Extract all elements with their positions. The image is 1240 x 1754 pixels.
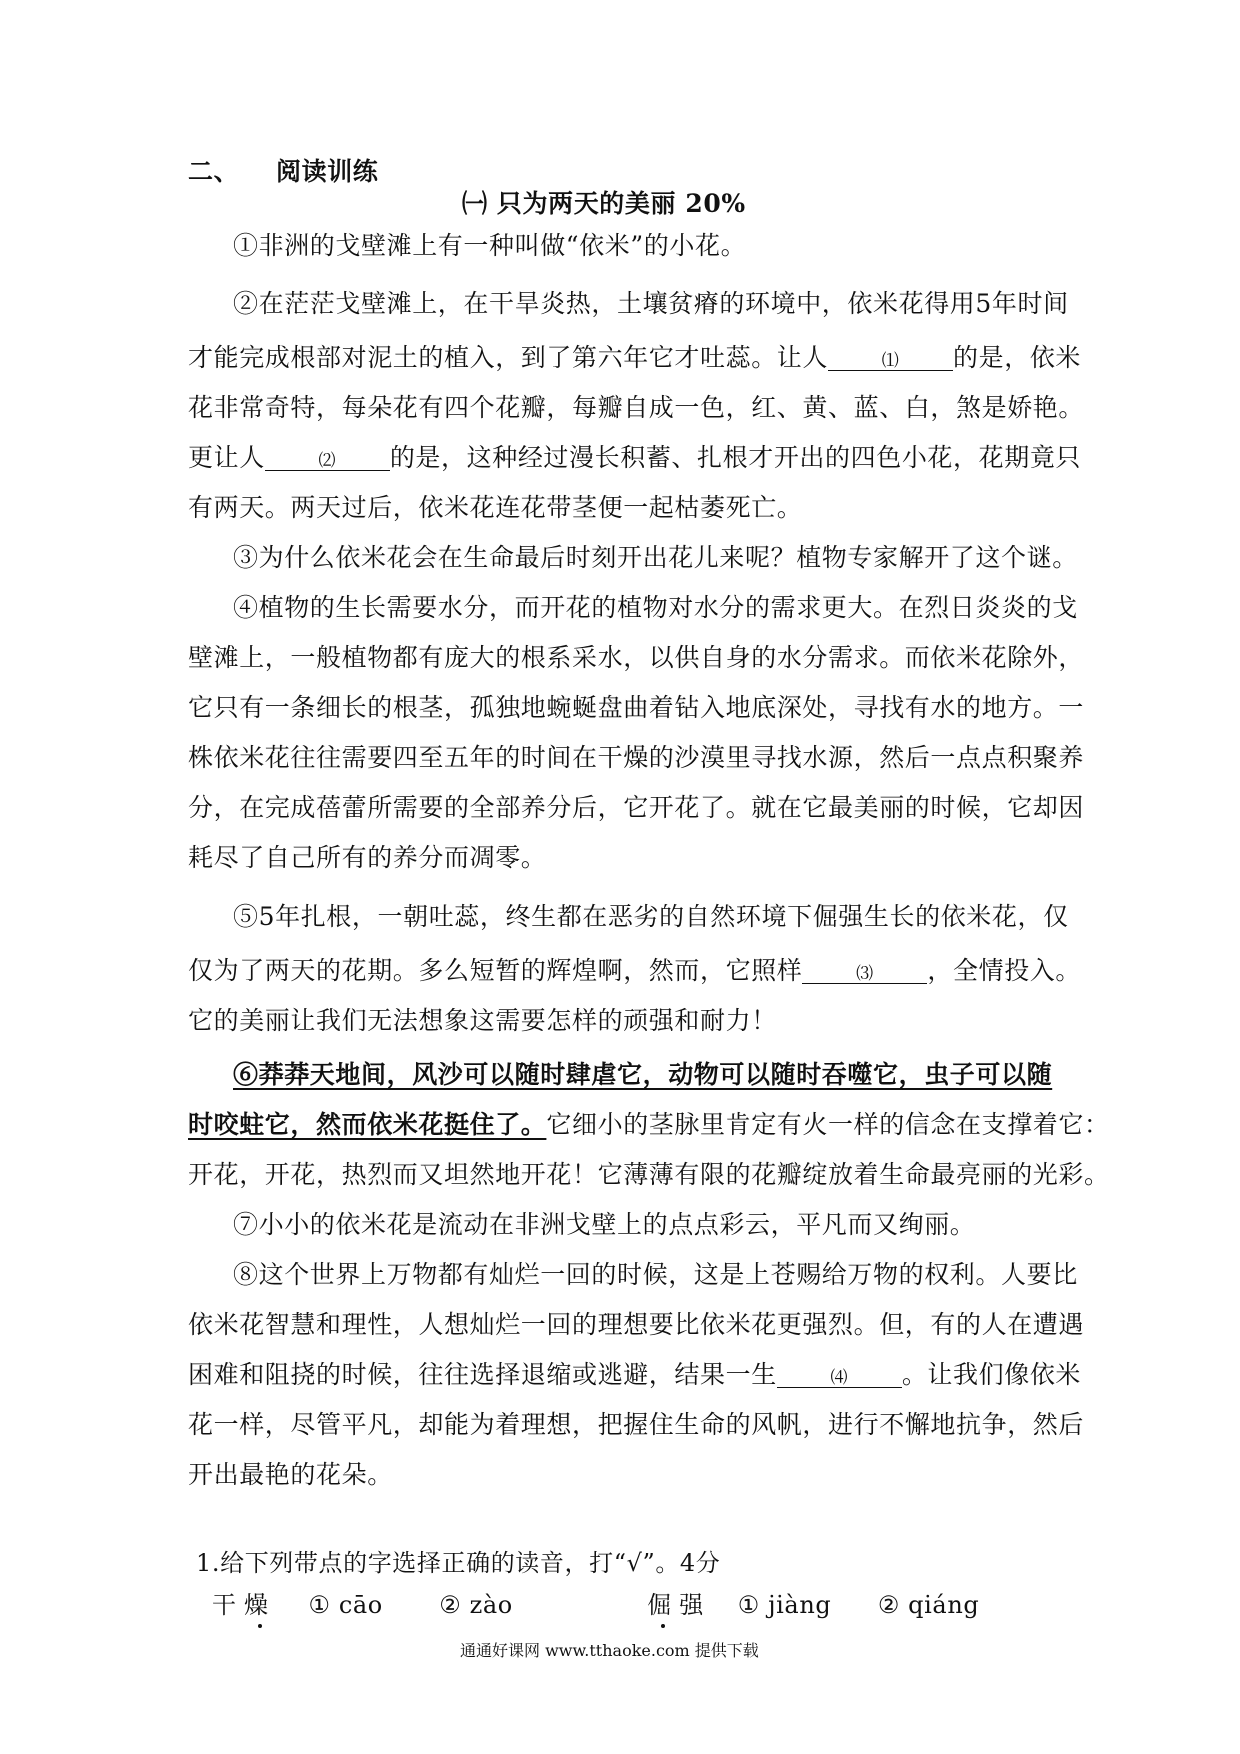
paragraph-2-line-4: [188, 438, 1081, 474]
section-title: 阅读训练: [276, 157, 379, 186]
passage-title: ㈠ 只为两天的美丽 20%: [462, 189, 746, 218]
paragraph-8-line-4: 花一样，尽管平凡，却能为着理想，把握住生命的风帆，进行不懈地抗争，然后: [188, 1410, 1085, 1439]
paragraph-2-line-4-text-b: 的是，这种经过漫长积蓄、扎根才开出的四色小花，花期竟只: [389, 443, 1082, 472]
paragraph-4-line-1: ④植物的生长需要水分，而开花的植物对水分的需求更大。在烈日炎炎的戈: [233, 593, 1078, 622]
paragraph-6-line-2-text: 它细小的茎脉里肯定有火一样的信念在支撑着它：: [546, 1110, 1110, 1139]
question-1-options: [212, 1585, 979, 1620]
paragraph-3: ③为什么依米花会在生命最后时刻开出花儿来呢？植物专家解开了这个谜。: [233, 543, 1078, 572]
paragraph-4-line-3: 它只有一条细长的根茎，孤独地蜿蜒盘曲着钻入地底深处，寻找有水的地方。一: [188, 693, 1085, 722]
word-2-option-1[interactable]: ① jiàng: [737, 1591, 832, 1619]
paragraph-2-line-4-text-a: 更让人: [188, 443, 265, 472]
paragraph-5-line-2-text-a: 仅为了两天的花期。多么短暂的辉煌啊，然而，它照样: [188, 956, 803, 985]
word-1-option-1[interactable]: ① cāo: [308, 1591, 383, 1619]
paragraph-2-line-5: 有两天。两天过后，依米花连花带茎便一起枯萎死亡。: [188, 493, 803, 522]
paragraph-8-line-2: 依米花智慧和理性，人想灿烂一回的理想要比依米花更强烈。但，有的人在遭遇: [188, 1310, 1085, 1339]
question-1-word-1: [212, 1591, 276, 1619]
paragraph-2-line-2-text-a: 才能完成根部对泥土的植入，到了第六年它才吐蕊。让人: [188, 343, 829, 372]
paragraph-8-line-3: [188, 1355, 1081, 1391]
section-number: 二、: [188, 157, 240, 186]
blank-3: ⑶: [802, 966, 927, 984]
paragraph-2-line-3: 花非常奇特，每朵花有四个花瓣，每瓣自成一色，红、黄、蓝、白，煞是娇艳。: [188, 393, 1085, 422]
paragraph-5-line-1: ⑤5年扎根，一朝吐蕊，终生都在恶劣的自然环境下倔强生长的依米花，仅: [233, 902, 1069, 931]
footer-credit: 通通好课网 www.tthaoke.com 提供下载: [460, 1641, 759, 1660]
word-2-char-2: 强: [679, 1591, 712, 1619]
paragraph-5-line-3: 它的美丽让我们无法想象这需要怎样的顽强和耐力！: [188, 1006, 777, 1035]
word-1-option-2[interactable]: ② zào: [439, 1591, 513, 1619]
paragraph-8-line-5: 开出最艳的花朵。: [188, 1460, 393, 1489]
word-2-char-1-dotted: 倔: [647, 1585, 679, 1620]
paragraph-6-line-2: [188, 1105, 1110, 1141]
blank-4: ⑷: [777, 1370, 902, 1388]
question-1-prompt: 1.给下列带点的字选择正确的读音，打“√”。4分: [196, 1549, 721, 1577]
question-1-word-2: [647, 1591, 711, 1619]
paragraph-4-line-6: 耗尽了自己所有的养分而凋零。: [188, 843, 547, 872]
word-2-option-2[interactable]: ② qiáng: [877, 1591, 980, 1619]
paragraph-5-line-2-text-b: ，全情投入。: [927, 956, 1082, 985]
paragraph-4-line-2: 壁滩上，一般植物都有庞大的根系采水，以供自身的水分需求。而依米花除外，: [188, 643, 1085, 672]
paragraph-1: ①非洲的戈壁滩上有一种叫做“依米”的小花。: [233, 231, 747, 260]
paragraph-2-line-2: [188, 338, 1081, 374]
paragraph-6-line-1: ⑥莽莽天地间，风沙可以随时肆虐它，动物可以随时吞噬它，虫子可以随: [233, 1060, 1053, 1089]
paragraph-2-line-2-text-b: 的是，依米: [953, 343, 1082, 372]
word-1-char-1: 干: [212, 1591, 244, 1619]
paragraph-8-line-1: ⑧这个世界上万物都有灿烂一回的时候，这是上苍赐给万物的权利。人要比: [233, 1260, 1078, 1289]
paragraph-7: ⑦小小的依米花是流动在非洲戈壁上的点点彩云，平凡而又绚丽。: [233, 1210, 976, 1239]
paragraph-5-line-2: [188, 951, 1081, 987]
paragraph-4-line-4: 株依米花往往需要四至五年的时间在干燥的沙漠里寻找水源，然后一点点积聚养: [188, 743, 1085, 772]
paragraph-4-line-5: 分，在完成蓓蕾所需要的全部养分后，它开花了。就在它最美丽的时候，它却因: [188, 793, 1085, 822]
paragraph-6-underlined-sentence-end: 时咬蛀它，然而依米花挺住了。: [188, 1110, 547, 1139]
paragraph-6-line-3: 开花，开花，热烈而又坦然地开花！它薄薄有限的花瓣绽放着生命最亮丽的光彩。: [188, 1160, 1110, 1189]
paragraph-8-line-3-text-b: 。让我们像依米: [901, 1360, 1082, 1389]
blank-2: ⑵: [265, 453, 390, 471]
blank-1: ⑴: [828, 353, 953, 371]
paragraph-8-line-3-text-a: 困难和阻挠的时候，往往选择退缩或逃避，结果一生: [188, 1360, 777, 1389]
word-1-char-2-dotted: 燥: [244, 1585, 276, 1620]
paragraph-2-line-1: ②在茫茫戈壁滩上，在干旱炎热，土壤贫瘠的环境中，依米花得用5年时间: [233, 289, 1069, 318]
